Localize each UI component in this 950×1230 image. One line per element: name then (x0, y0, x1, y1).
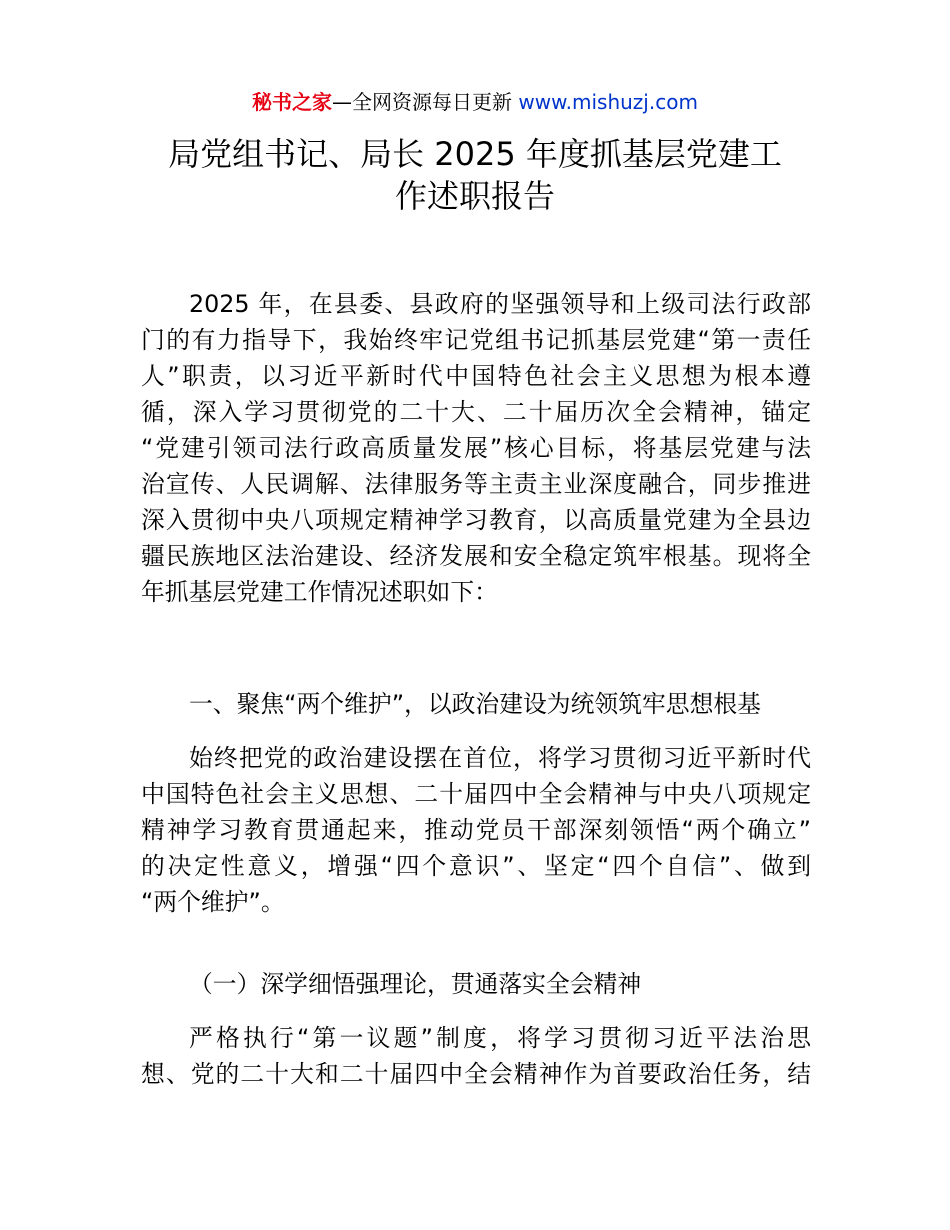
text-line: 的决定性意义，增强“四个意识”、坚定“四个自信”、做到 (141, 852, 811, 880)
text-line: 始终把党的政治建设摆在首位，将学习贯彻习近平新时代 (189, 744, 811, 772)
text-line: 人”职责，以习近平新时代中国特色社会主义思想为根本遵 (141, 362, 811, 390)
section-heading-1 (141, 686, 811, 722)
title-line-2: 作述职报告 (394, 177, 555, 215)
text-line: 治宣传、人民调解、法律服务等主责主业深度融合，同步推进 (141, 470, 811, 498)
site-header (0, 88, 950, 116)
sub-heading-1 (141, 966, 811, 1002)
paragraph-political (141, 740, 811, 920)
text-line: 中国特色社会主义思想、二十届四中全会精神与中央八项规定 (141, 780, 811, 808)
text-line: 想、党的二十大和二十届四中全会精神作为首要政治任务，结 (141, 1060, 811, 1088)
text-line: 2025 年，在县委、县政府的坚强领导和上级司法行政部 (189, 290, 811, 318)
paragraph-theory (141, 1020, 811, 1092)
subheading-text: （一）深学细悟强理论，贯通落实全会精神 (189, 970, 642, 998)
text-line: 疆民族地区法治建设、经济发展和安全稳定筑牢根基。现将全 (141, 542, 811, 570)
site-tagline: —全网资源每日更新 (332, 90, 519, 114)
heading-text: 一、聚焦“两个维护”，以政治建设为统领筑牢思想根基 (189, 690, 761, 718)
text-line: 年抓基层党建工作情况述职如下： (141, 578, 498, 606)
site-brand: 秘书之家 (252, 90, 333, 114)
text-line: 循，深入学习贯彻党的二十大、二十届历次全会精神，锚定 (141, 398, 811, 426)
paragraph-intro (141, 286, 811, 610)
title-line-1: 局党组书记、局长 2025 年度抓基层党建工 (168, 135, 782, 173)
text-line: 精神学习教育贯通起来，推动党员干部深刻领悟“两个确立” (141, 816, 811, 844)
document-title (100, 133, 850, 217)
text-line: 严格执行“第一议题”制度，将学习贯彻习近平法治思 (189, 1024, 811, 1052)
text-line: “党建引领司法行政高质量发展”核心目标，将基层党建与法 (141, 434, 811, 462)
site-url-link[interactable]: www.mishuzj.com (518, 90, 698, 114)
text-line: 深入贯彻中央八项规定精神学习教育，以高质量党建为全县边 (141, 506, 811, 534)
text-line: 门的有力指导下，我始终牢记党组书记抓基层党建“第一责任 (141, 326, 811, 354)
text-line: “两个维护”。 (141, 888, 285, 916)
